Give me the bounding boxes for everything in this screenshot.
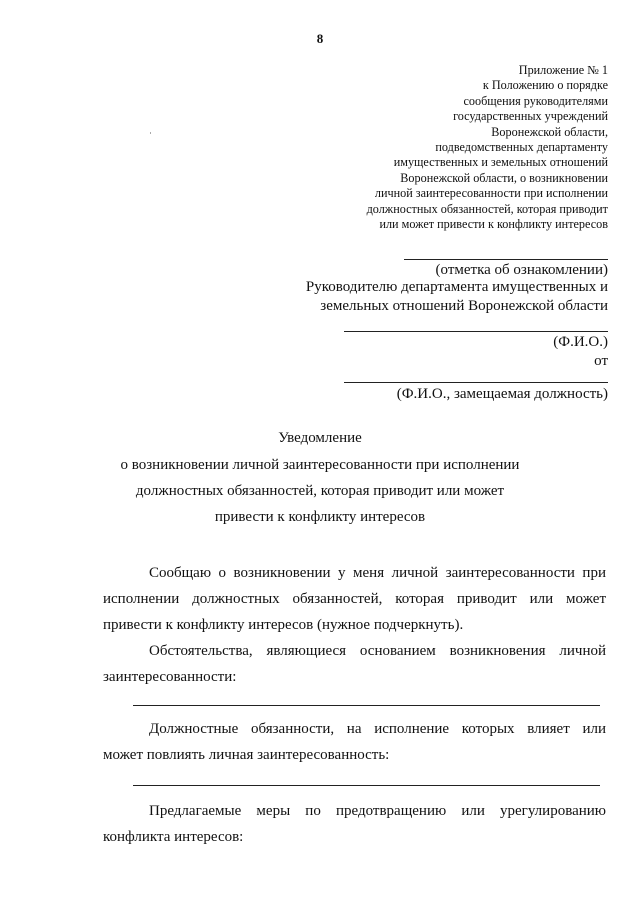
appendix-line: сообщения руководителями <box>463 93 608 108</box>
from-label: от <box>594 353 608 369</box>
appendix-line: Воронежской области, <box>491 124 608 139</box>
title-line-1: о возникновении личной заинтересованности при исполнении <box>120 457 520 473</box>
addressee-name-line <box>344 331 608 332</box>
document-title: Уведомление <box>278 430 362 446</box>
appendix-line: Воронежской области, о возникновении <box>400 170 608 185</box>
title-line-2: должностных обязанностей, которая приводит или может <box>135 483 505 499</box>
appendix-line: или может привести к конфликту интересов <box>379 217 608 232</box>
appendix-line: Приложение № 1 <box>518 63 608 77</box>
appendix-line: личной заинтересованности при исполнении <box>374 186 608 201</box>
fio-position-label: (Ф.И.О., замещаемая должность) <box>396 386 608 402</box>
text-line: исполнении должностных обязанностей, которая приводит или может <box>103 591 606 607</box>
text-line: Сообщаю о возникновении у меня личной заинтересованности при <box>149 565 606 581</box>
text-line: может повлиять личная заинтересованность: <box>103 747 390 763</box>
acknowledgement-mark-label: (отметка об ознакомлении) <box>435 262 608 278</box>
paragraph-measures <box>103 798 606 850</box>
fio-label: (Ф.И.О.) <box>553 334 608 350</box>
paragraph-notification <box>103 560 606 638</box>
appendix-line: должностных обязанностей, которая приводит <box>366 201 608 216</box>
duties-fill-line <box>133 785 600 786</box>
text-line: заинтересованности: <box>103 669 237 685</box>
paragraph-duties <box>103 716 606 768</box>
text-line: Предлагаемые меры по предотвращению или урегулированию <box>149 803 606 819</box>
scan-speck <box>150 132 151 134</box>
acknowledgement-signature-line <box>404 259 608 260</box>
text-line: привести к конфликту интересов (нужное подчеркнуть). <box>103 617 464 633</box>
addressee-line-2: земельных отношений Воронежской области <box>320 298 608 314</box>
text-line: Должностные обязанности, на исполнение которых влияет или <box>149 721 606 737</box>
appendix-line: государственных учреждений <box>453 109 608 124</box>
title-line-3: привести к конфликту интересов <box>214 509 426 525</box>
sender-name-line <box>344 382 608 383</box>
appendix-line: к Положению о порядке <box>482 78 608 93</box>
paragraph-circumstances <box>103 638 606 690</box>
addressee-line-1: Руководителю департамента имущественных и <box>305 279 608 295</box>
appendix-block <box>308 63 608 232</box>
appendix-line: имущественных и земельных отношений <box>393 155 608 170</box>
text-line: конфликта интересов: <box>103 829 244 845</box>
text-line: Обстоятельства, являющиеся основанием возникновения личной <box>149 643 606 659</box>
appendix-line: подведомственных департаменту <box>435 140 608 155</box>
circumstances-fill-line <box>133 705 600 706</box>
page-number: 8 <box>316 31 324 46</box>
